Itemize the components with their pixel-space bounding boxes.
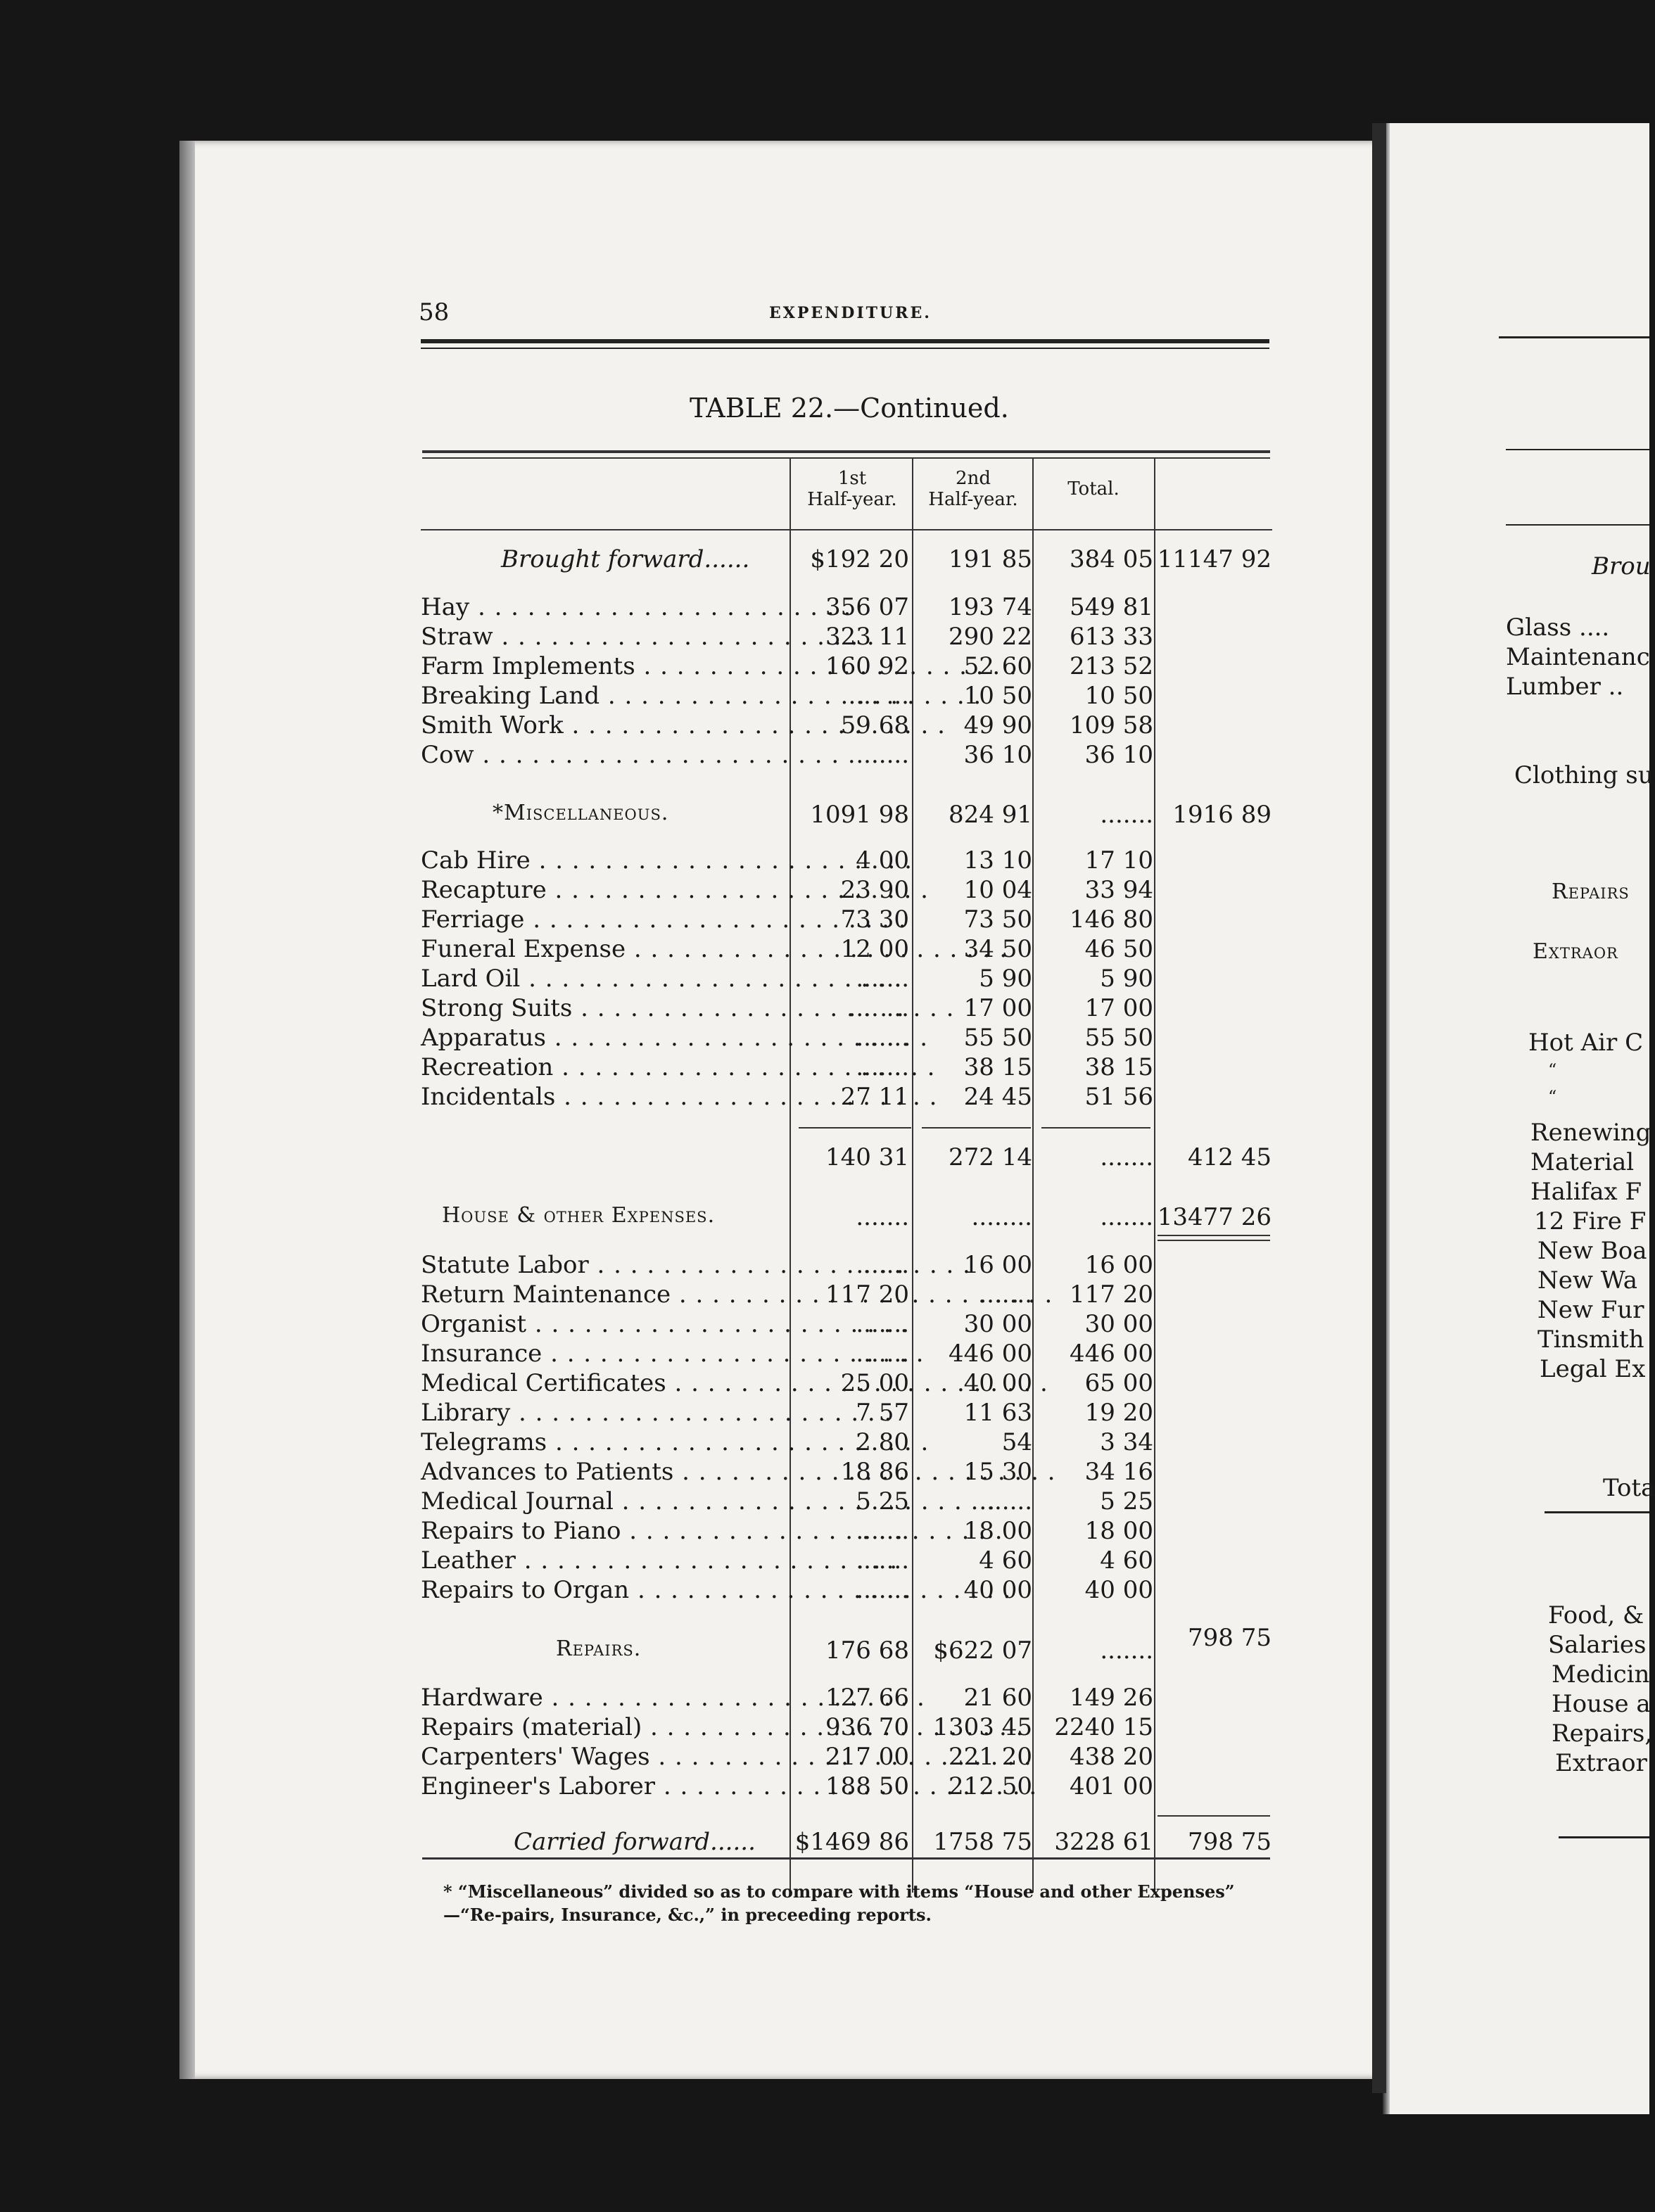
page-number: 58 xyxy=(419,298,450,326)
cell-2nd: 54 xyxy=(1001,1428,1032,1456)
row-label: Recapture . . . xyxy=(421,876,929,904)
right-text: Halifax F xyxy=(1530,1178,1642,1206)
cell-1st: 2 80 xyxy=(856,1428,909,1456)
cell-2nd: 38 15 xyxy=(963,1053,1032,1081)
table-caption: TABLE 22.—Continued. xyxy=(690,393,1009,424)
row-label: Engineer's Laborer . . . xyxy=(421,1772,1037,1800)
right-table-rule xyxy=(1506,524,1649,526)
row-label: Cab Hire . . . xyxy=(421,846,913,875)
table-row xyxy=(0,1576,1649,1606)
cell-grand: 412 45 xyxy=(1188,1143,1272,1171)
table-row xyxy=(0,711,1649,741)
table-row xyxy=(0,846,1649,876)
cell-2nd: 272 14 xyxy=(949,1143,1032,1171)
cell-1st: 127 66 xyxy=(825,1684,909,1712)
carry-rule xyxy=(1158,1815,1270,1817)
cell-2nd: $622 07 xyxy=(933,1636,1032,1665)
cell-total: 55 50 xyxy=(1084,1024,1153,1052)
row-label: Advances to Patients . . . xyxy=(421,1458,1056,1486)
cell-grand: 13477 26 xyxy=(1157,1203,1272,1231)
cell-total: 40 00 xyxy=(1084,1576,1153,1604)
row-label: Repairs to Piano . . . xyxy=(421,1517,1003,1545)
row-label: Funeral Expense . . . xyxy=(421,935,1008,963)
cell-1st: ....... xyxy=(856,1576,909,1604)
row-label: Smith Work . . . xyxy=(421,711,946,739)
running-header: EXPENDITURE. xyxy=(769,304,932,322)
row-label: Lard Oil . . . xyxy=(421,965,902,993)
cell-1st: 59 68 xyxy=(840,711,909,739)
cell-2nd: 73 50 xyxy=(963,905,1032,934)
cell-1st: 356 07 xyxy=(825,593,909,621)
cell-2nd: 36 10 xyxy=(963,741,1032,769)
col-header-total-label: Total. xyxy=(1067,478,1120,500)
table-top-rule xyxy=(422,450,1270,453)
right-text: Brou xyxy=(1592,552,1651,580)
table-row xyxy=(0,1772,1649,1802)
cell-2nd: 290 22 xyxy=(949,623,1032,651)
cell-2nd: 40 00 xyxy=(963,1576,1032,1604)
cell-2nd: 49 90 xyxy=(963,711,1032,739)
cell-2nd: 11 63 xyxy=(963,1399,1032,1427)
cell-total: 16 00 xyxy=(1084,1251,1153,1279)
cell-2nd: 191 85 xyxy=(949,545,1032,573)
cell-total: 65 00 xyxy=(1084,1369,1153,1397)
table-row xyxy=(0,1143,1649,1173)
right-text: Repairs, xyxy=(1552,1720,1653,1748)
row-label: Medical Certificates . . . xyxy=(421,1369,1048,1397)
cell-2nd: 13 10 xyxy=(963,846,1032,875)
right-text: New Boa xyxy=(1537,1237,1647,1265)
table-row xyxy=(0,545,1649,575)
cell-1st: 1091 98 xyxy=(810,801,909,829)
right-header-rule xyxy=(1499,336,1649,338)
right-total-rule xyxy=(1545,1511,1649,1513)
cell-1st: 27 11 xyxy=(840,1083,909,1111)
cell-1st: .... ... xyxy=(848,682,909,710)
cell-grand: 1916 89 xyxy=(1172,801,1272,829)
row-label: Carpenters' Wages . . . xyxy=(421,1743,1032,1771)
table-row xyxy=(0,1251,1649,1280)
row-label: Repairs to Organ . . . xyxy=(421,1576,1011,1604)
cell-total: 446 00 xyxy=(1070,1340,1153,1368)
row-label: Leather . . . xyxy=(421,1546,898,1575)
cell-1st: 23 90 xyxy=(840,876,909,904)
row-label: Organist . . . xyxy=(421,1310,908,1338)
right-text: Salaries xyxy=(1548,1631,1647,1659)
cell-grand: 798 75 xyxy=(1188,1828,1272,1856)
table-row xyxy=(0,1083,1649,1112)
table-row xyxy=(0,1340,1649,1369)
cell-1st: ....... xyxy=(856,1024,909,1052)
table-row xyxy=(0,1743,1649,1772)
col-header-1st-sub: Half-year. xyxy=(807,489,897,510)
cell-1st: ....... xyxy=(856,1310,909,1338)
cell-total: ....... xyxy=(1100,1636,1153,1665)
subtotal-rule xyxy=(922,1127,1031,1129)
row-label: Statute Labor . . . xyxy=(421,1251,971,1279)
cell-total: 213 52 xyxy=(1070,652,1153,680)
row-label: Brought forward...... xyxy=(501,545,750,573)
cell-2nd: 221 20 xyxy=(949,1743,1032,1771)
cell-2nd: 4 60 xyxy=(979,1546,1032,1575)
cell-1st: ....... xyxy=(856,965,909,993)
footnote-line: * “Miscellaneous” divided so as to compare with items “House and other Expenses” xyxy=(443,1881,1235,1902)
right-text: 12 Fire F xyxy=(1534,1207,1647,1235)
row-label: Hay . . . xyxy=(421,593,851,621)
table-row xyxy=(0,1487,1649,1517)
cell-total: 2240 15 xyxy=(1054,1713,1153,1741)
right-text: Glass .... xyxy=(1506,614,1610,642)
cell-total: 149 26 xyxy=(1070,1684,1153,1712)
row-label: Farm Implements . . . xyxy=(421,652,1017,680)
table-row xyxy=(0,1828,1649,1857)
right-text: Material xyxy=(1530,1148,1635,1176)
cell-1st: $1469 86 xyxy=(794,1828,909,1856)
right-text: Legal Ex xyxy=(1540,1355,1646,1383)
table-row xyxy=(0,1399,1649,1428)
row-label: Incidentals . . . xyxy=(421,1083,937,1111)
cell-total: ....... xyxy=(1100,1203,1153,1231)
cell-1st: ....... xyxy=(856,1340,909,1368)
cell-total: 384 05 xyxy=(1070,545,1153,573)
cell-1st: ....... xyxy=(856,1517,909,1545)
cell-total: 5 25 xyxy=(1100,1487,1153,1515)
row-label: Strong Suits . . . xyxy=(421,994,954,1022)
cell-1st: 160 92 xyxy=(825,652,909,680)
cell-2nd: 10 04 xyxy=(963,876,1032,904)
col-header-2nd-sub: Half-year. xyxy=(928,489,1018,510)
table-row xyxy=(0,1458,1649,1487)
row-label: Straw . . . xyxy=(421,623,875,651)
cell-total: ....... xyxy=(1100,1143,1153,1171)
cell-1st: 176 68 xyxy=(825,1636,909,1665)
right-text: Clothing su xyxy=(1514,761,1654,789)
table-row xyxy=(0,1203,1649,1233)
table-row xyxy=(0,801,1649,830)
right-text: Hot Air C xyxy=(1528,1029,1644,1057)
cell-2nd: 52 60 xyxy=(963,652,1032,680)
cell-1st: 188 50 xyxy=(825,1772,909,1800)
table-row xyxy=(0,1517,1649,1546)
row-label: Cow . . . xyxy=(421,741,856,769)
right-text: Food, & xyxy=(1548,1601,1644,1629)
cell-1st: 936 70 xyxy=(825,1713,909,1741)
table-row xyxy=(0,1369,1649,1399)
row-label: Telegrams . . . xyxy=(421,1428,929,1456)
cell-total: 109 58 xyxy=(1070,711,1153,739)
table-row xyxy=(0,1053,1649,1083)
cell-1st: 5 25 xyxy=(856,1487,909,1515)
right-text: New Wa xyxy=(1537,1266,1638,1295)
table-row xyxy=(0,652,1649,682)
row-label: Repairs (material) . . . xyxy=(421,1713,1024,1741)
right-text: Medicin xyxy=(1552,1660,1650,1689)
row-label: Carried forward...... xyxy=(514,1828,756,1856)
row-label: Ferriage . . . xyxy=(421,905,907,934)
cell-1st: ....... xyxy=(856,1203,909,1231)
cell-2nd: 1758 75 xyxy=(933,1828,1032,1856)
right-text: Repairs xyxy=(1552,879,1630,904)
cell-1st: ....... xyxy=(856,1546,909,1575)
row-label: Apparatus . . . xyxy=(421,1024,928,1052)
right-table-rule xyxy=(1506,449,1649,450)
grand-subtotal-rule-2 xyxy=(1158,1240,1270,1241)
table-row xyxy=(0,965,1649,994)
row-label: Insurance . . . xyxy=(421,1340,924,1368)
row-label: Return Maintenance . . . xyxy=(421,1280,1053,1309)
cell-2nd: 24 45 xyxy=(963,1083,1032,1111)
right-text: Lumber .. xyxy=(1506,673,1624,701)
section-heading: Repairs. xyxy=(556,1636,642,1661)
header-bottom-rule xyxy=(421,529,1272,530)
cell-2nd: 34 50 xyxy=(963,935,1032,963)
cell-1st: 18 86 xyxy=(840,1458,909,1486)
cell-total: 401 00 xyxy=(1070,1772,1153,1800)
right-text: Extraor xyxy=(1555,1749,1647,1777)
cell-2nd: 21 60 xyxy=(963,1684,1032,1712)
right-text: Tinsmith xyxy=(1537,1326,1644,1354)
table-row xyxy=(0,1546,1649,1576)
footnote xyxy=(443,1880,1288,1926)
cell-total: 33 94 xyxy=(1084,876,1153,904)
right-text: New Fur xyxy=(1537,1296,1644,1324)
col-header-1st-half xyxy=(794,468,911,510)
cell-2nd: 10 50 xyxy=(963,682,1032,710)
cell-total: 5 90 xyxy=(1100,965,1153,993)
cell-2nd: ....... xyxy=(979,1487,1032,1515)
cell-2nd: 15 30 xyxy=(963,1458,1032,1486)
cell-total: 146 80 xyxy=(1070,905,1153,934)
table-row xyxy=(0,623,1649,652)
table-row xyxy=(0,1428,1649,1458)
table-row xyxy=(0,1636,1649,1666)
header-rule-thin xyxy=(421,348,1269,349)
cell-2nd: 55 50 xyxy=(963,1024,1032,1052)
cell-total: 46 50 xyxy=(1084,935,1153,963)
table-row xyxy=(0,994,1649,1024)
cell-total: 10 50 xyxy=(1084,682,1153,710)
cell-2nd: 446 00 xyxy=(949,1340,1032,1368)
cell-1st: $192 20 xyxy=(810,545,909,573)
cell-1st: 4 00 xyxy=(856,846,909,875)
cell-total: 38 15 xyxy=(1084,1053,1153,1081)
cell-2nd: 30 00 xyxy=(963,1310,1032,1338)
header-rule-thick xyxy=(421,339,1269,343)
cell-2nd: 40 00 xyxy=(963,1369,1032,1397)
cell-total: 17 10 xyxy=(1084,846,1153,875)
right-text: Maintenanc xyxy=(1506,643,1650,671)
cell-total: 117 20 xyxy=(1070,1280,1153,1309)
cell-1st: 323 11 xyxy=(825,623,909,651)
cell-2nd: ........ xyxy=(971,1203,1032,1231)
cell-total: ....... xyxy=(1100,801,1153,829)
table-row xyxy=(0,593,1649,623)
row-label: Recreation . . . xyxy=(421,1053,935,1081)
right-text: “ xyxy=(1548,1087,1557,1107)
cell-1st: 117 20 xyxy=(825,1280,909,1309)
section-heading: House & other Expenses. xyxy=(442,1203,716,1228)
cell-total: 438 20 xyxy=(1070,1743,1153,1771)
cell-2nd: 5 90 xyxy=(979,965,1032,993)
right-text: Renewing xyxy=(1530,1119,1651,1147)
cell-total: 4 60 xyxy=(1100,1546,1153,1575)
cell-2nd: 212 50 xyxy=(949,1772,1032,1800)
col-header-1st: 1st xyxy=(837,468,867,489)
footnote-line: —“Re-pairs, Insurance, &c.,” in preceeding reports. xyxy=(443,1905,932,1925)
cell-total: 3 34 xyxy=(1100,1428,1153,1456)
cell-1st: 217 00 xyxy=(825,1743,909,1771)
table-row xyxy=(0,876,1649,905)
cell-total: 30 00 xyxy=(1084,1310,1153,1338)
cell-1st: 25 00 xyxy=(840,1369,909,1397)
cell-total: 36 10 xyxy=(1084,741,1153,769)
subtotal-rule xyxy=(1041,1127,1150,1129)
right-text: Extraor xyxy=(1533,939,1618,964)
right-bottom-rule xyxy=(1559,1836,1649,1838)
cell-2nd: 1303 45 xyxy=(933,1713,1032,1741)
cell-2nd: 16 00 xyxy=(963,1251,1032,1279)
cell-1st: 12 00 xyxy=(840,935,909,963)
cell-total: 17 00 xyxy=(1084,994,1153,1022)
cell-total: 34 16 xyxy=(1084,1458,1153,1486)
subtotal-rule xyxy=(799,1127,911,1129)
table-row xyxy=(0,1684,1649,1713)
cell-1st: ....... xyxy=(856,1053,909,1081)
table-row xyxy=(0,1310,1649,1340)
table-row xyxy=(0,682,1649,711)
col-header-2nd: 2nd xyxy=(956,468,991,489)
table-row xyxy=(0,1024,1649,1053)
cell-2nd: 18 00 xyxy=(963,1517,1032,1545)
col-header-total xyxy=(1034,478,1153,500)
cell-1st: 73 30 xyxy=(840,905,909,934)
right-text: Tota xyxy=(1603,1474,1655,1502)
col-header-2nd-half xyxy=(915,468,1032,510)
cell-grand: 11147 92 xyxy=(1157,545,1272,573)
right-text: House a xyxy=(1552,1690,1651,1718)
row-label: Breaking Land . . . xyxy=(421,682,982,710)
table-row xyxy=(0,935,1649,965)
row-label: Hardware . . . xyxy=(421,1684,925,1712)
table-row xyxy=(0,905,1649,935)
cell-1st: .... ... xyxy=(848,994,909,1022)
grand-subtotal-rule xyxy=(1158,1235,1270,1236)
cell-total: 549 81 xyxy=(1070,593,1153,621)
table-bottom-rule xyxy=(422,1857,1270,1860)
cell-grand: 798 75 xyxy=(1188,1624,1272,1652)
cell-total: 19 20 xyxy=(1084,1399,1153,1427)
right-text: “ xyxy=(1548,1060,1557,1080)
row-label: Medical Journal . . . xyxy=(421,1487,996,1515)
table-top-rule-thin xyxy=(422,457,1270,459)
section-heading: *Miscellaneous. xyxy=(493,801,669,825)
cell-2nd: 17 00 xyxy=(963,994,1032,1022)
cell-total: 613 33 xyxy=(1070,623,1153,651)
table-row xyxy=(0,1280,1649,1310)
cell-total: 3228 61 xyxy=(1054,1828,1153,1856)
cell-2nd: ....... xyxy=(979,1280,1032,1309)
table-row xyxy=(0,1713,1649,1743)
cell-1st: ....... xyxy=(856,741,909,769)
cell-1st: 7 57 xyxy=(856,1399,909,1427)
table-row xyxy=(0,741,1649,770)
cell-2nd: 824 91 xyxy=(949,801,1032,829)
cell-1st: 140 31 xyxy=(825,1143,909,1171)
row-label: Library . . . xyxy=(421,1399,892,1427)
cell-1st: ....... xyxy=(856,1251,909,1279)
cell-2nd: 193 74 xyxy=(949,593,1032,621)
cell-total: 18 00 xyxy=(1084,1517,1153,1545)
cell-total: 51 56 xyxy=(1084,1083,1153,1111)
